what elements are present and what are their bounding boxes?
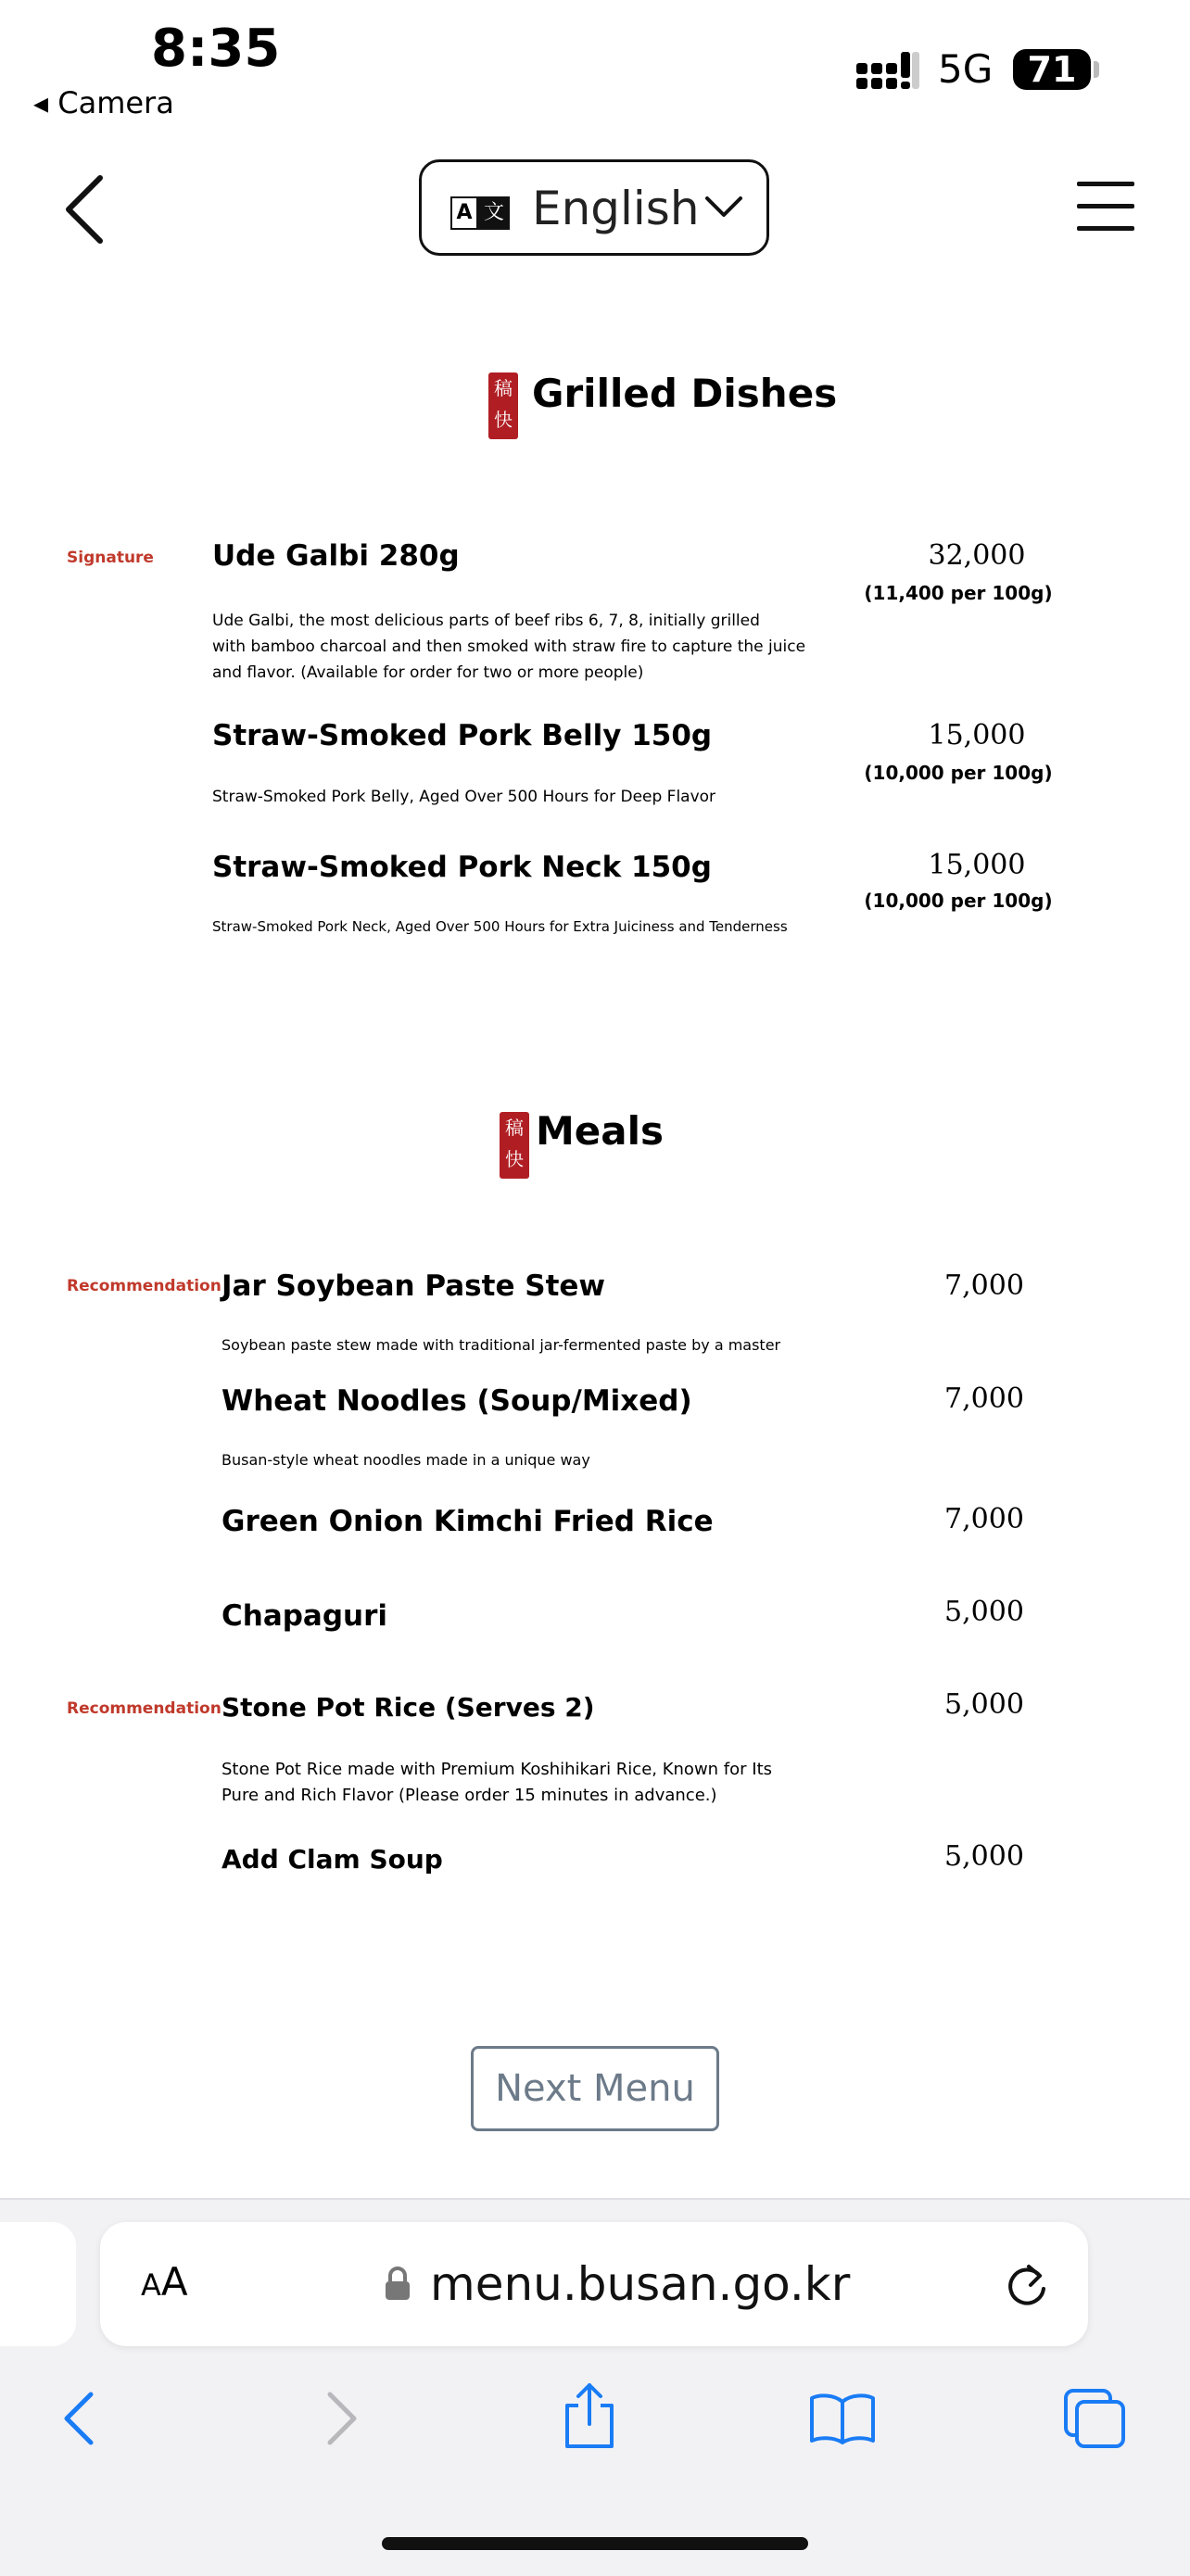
aa-big: A	[160, 2259, 188, 2305]
item-description-line: Ude Galbi, the most delicious parts of beef ribs 6, 7, 8, initially grilled	[212, 612, 760, 630]
item-name: Stone Pot Rice (Serves 2)	[222, 1692, 595, 1723]
share-icon[interactable]	[560, 2381, 619, 2450]
section-title-grilled: Grilled Dishes	[532, 371, 838, 416]
item-price: 7,000	[944, 1503, 1024, 1535]
item-description	[212, 608, 805, 686]
item-tag: Recommendation	[67, 1277, 222, 1295]
item-unit-price: (10,000 per 100g)	[864, 890, 1053, 912]
item-tag: Signature	[67, 549, 154, 567]
next-menu-button[interactable]: Next Menu	[471, 2046, 719, 2131]
back-chevron-icon[interactable]	[61, 172, 108, 246]
item-price: 7,000	[944, 1269, 1024, 1302]
item-name: Straw-Smoked Pork Belly 150g	[212, 719, 713, 752]
item-name: Ude Galbi 280g	[212, 539, 460, 573]
tabs-icon[interactable]	[1062, 2387, 1127, 2450]
section-seal-icon: 稿快	[500, 1112, 529, 1179]
hamburger-menu-icon[interactable]	[1075, 180, 1136, 234]
item-price: 5,000	[944, 1840, 1024, 1873]
bookmarks-icon[interactable]	[808, 2391, 877, 2444]
lock-icon	[384, 2267, 411, 2302]
item-name: Jar Soybean Paste Stew	[222, 1269, 606, 1303]
section-title-meals: Meals	[536, 1108, 665, 1154]
item-price: 32,000	[928, 539, 1026, 572]
item-description: Straw-Smoked Pork Belly, Aged Over 500 Hours for Deep Flavor	[212, 788, 716, 806]
item-price: 15,000	[928, 719, 1026, 751]
item-price: 5,000	[944, 1688, 1024, 1721]
translate-icon	[450, 196, 510, 230]
page-settings-button[interactable]	[141, 2259, 188, 2305]
item-unit-price: (10,000 per 100g)	[864, 762, 1053, 784]
item-name: Wheat Noodles (Soup/Mixed)	[222, 1384, 692, 1418]
status-time: 8:35	[151, 19, 281, 79]
item-description	[222, 1757, 772, 1809]
previous-tab-preview[interactable]	[0, 2222, 76, 2346]
language-label: English	[532, 182, 700, 235]
item-name: Chapaguri	[222, 1599, 388, 1633]
item-price: 5,000	[944, 1596, 1024, 1628]
item-price: 7,000	[944, 1383, 1024, 1415]
reload-icon[interactable]	[1003, 2259, 1051, 2311]
browser-back-icon[interactable]	[61, 2391, 98, 2446]
section-seal-icon: 稿快	[488, 373, 518, 439]
item-description: Straw-Smoked Pork Neck, Aged Over 500 Hours for Extra Juiciness and Tenderness	[212, 918, 788, 935]
item-name: Straw-Smoked Pork Neck 150g	[212, 851, 712, 884]
item-description-line: and flavor. (Available for order for two or more people)	[212, 663, 644, 682]
translate-icon-latin: A	[450, 196, 478, 230]
item-name: Green Onion Kimchi Fried Rice	[222, 1505, 714, 1538]
translate-icon-cjk: 文	[478, 196, 510, 230]
chevron-down-icon	[704, 195, 743, 219]
item-description-line: Pure and Rich Flavor (Please order 15 minutes in advance.)	[222, 1786, 717, 1805]
network-type: 5G	[938, 46, 994, 92]
signal-icon	[856, 52, 921, 91]
item-description: Busan-style wheat noodles made in a unique way	[222, 1451, 590, 1469]
item-unit-price: (11,400 per 100g)	[864, 582, 1053, 604]
home-indicator	[382, 2537, 808, 2550]
item-description-line: with bamboo charcoal and then smoked with straw fire to capture the juice	[212, 638, 806, 656]
item-name: Add Clam Soup	[222, 1844, 443, 1875]
item-tag: Recommendation	[67, 1699, 222, 1718]
item-price: 15,000	[928, 849, 1026, 881]
browser-forward-icon[interactable]	[323, 2391, 360, 2446]
battery-indicator: 71	[1013, 49, 1091, 90]
item-description-line: Stone Pot Rice made with Premium Koshihikari Rice, Known for Its	[222, 1760, 773, 1779]
item-description: Soybean paste stew made with traditional jar-fermented paste by a master	[222, 1336, 781, 1354]
url-text[interactable]: menu.busan.go.kr	[430, 2257, 851, 2311]
aa-small: A	[141, 2267, 161, 2303]
back-to-camera-link[interactable]: ◂ Camera	[33, 85, 174, 120]
battery-tip	[1094, 61, 1099, 78]
